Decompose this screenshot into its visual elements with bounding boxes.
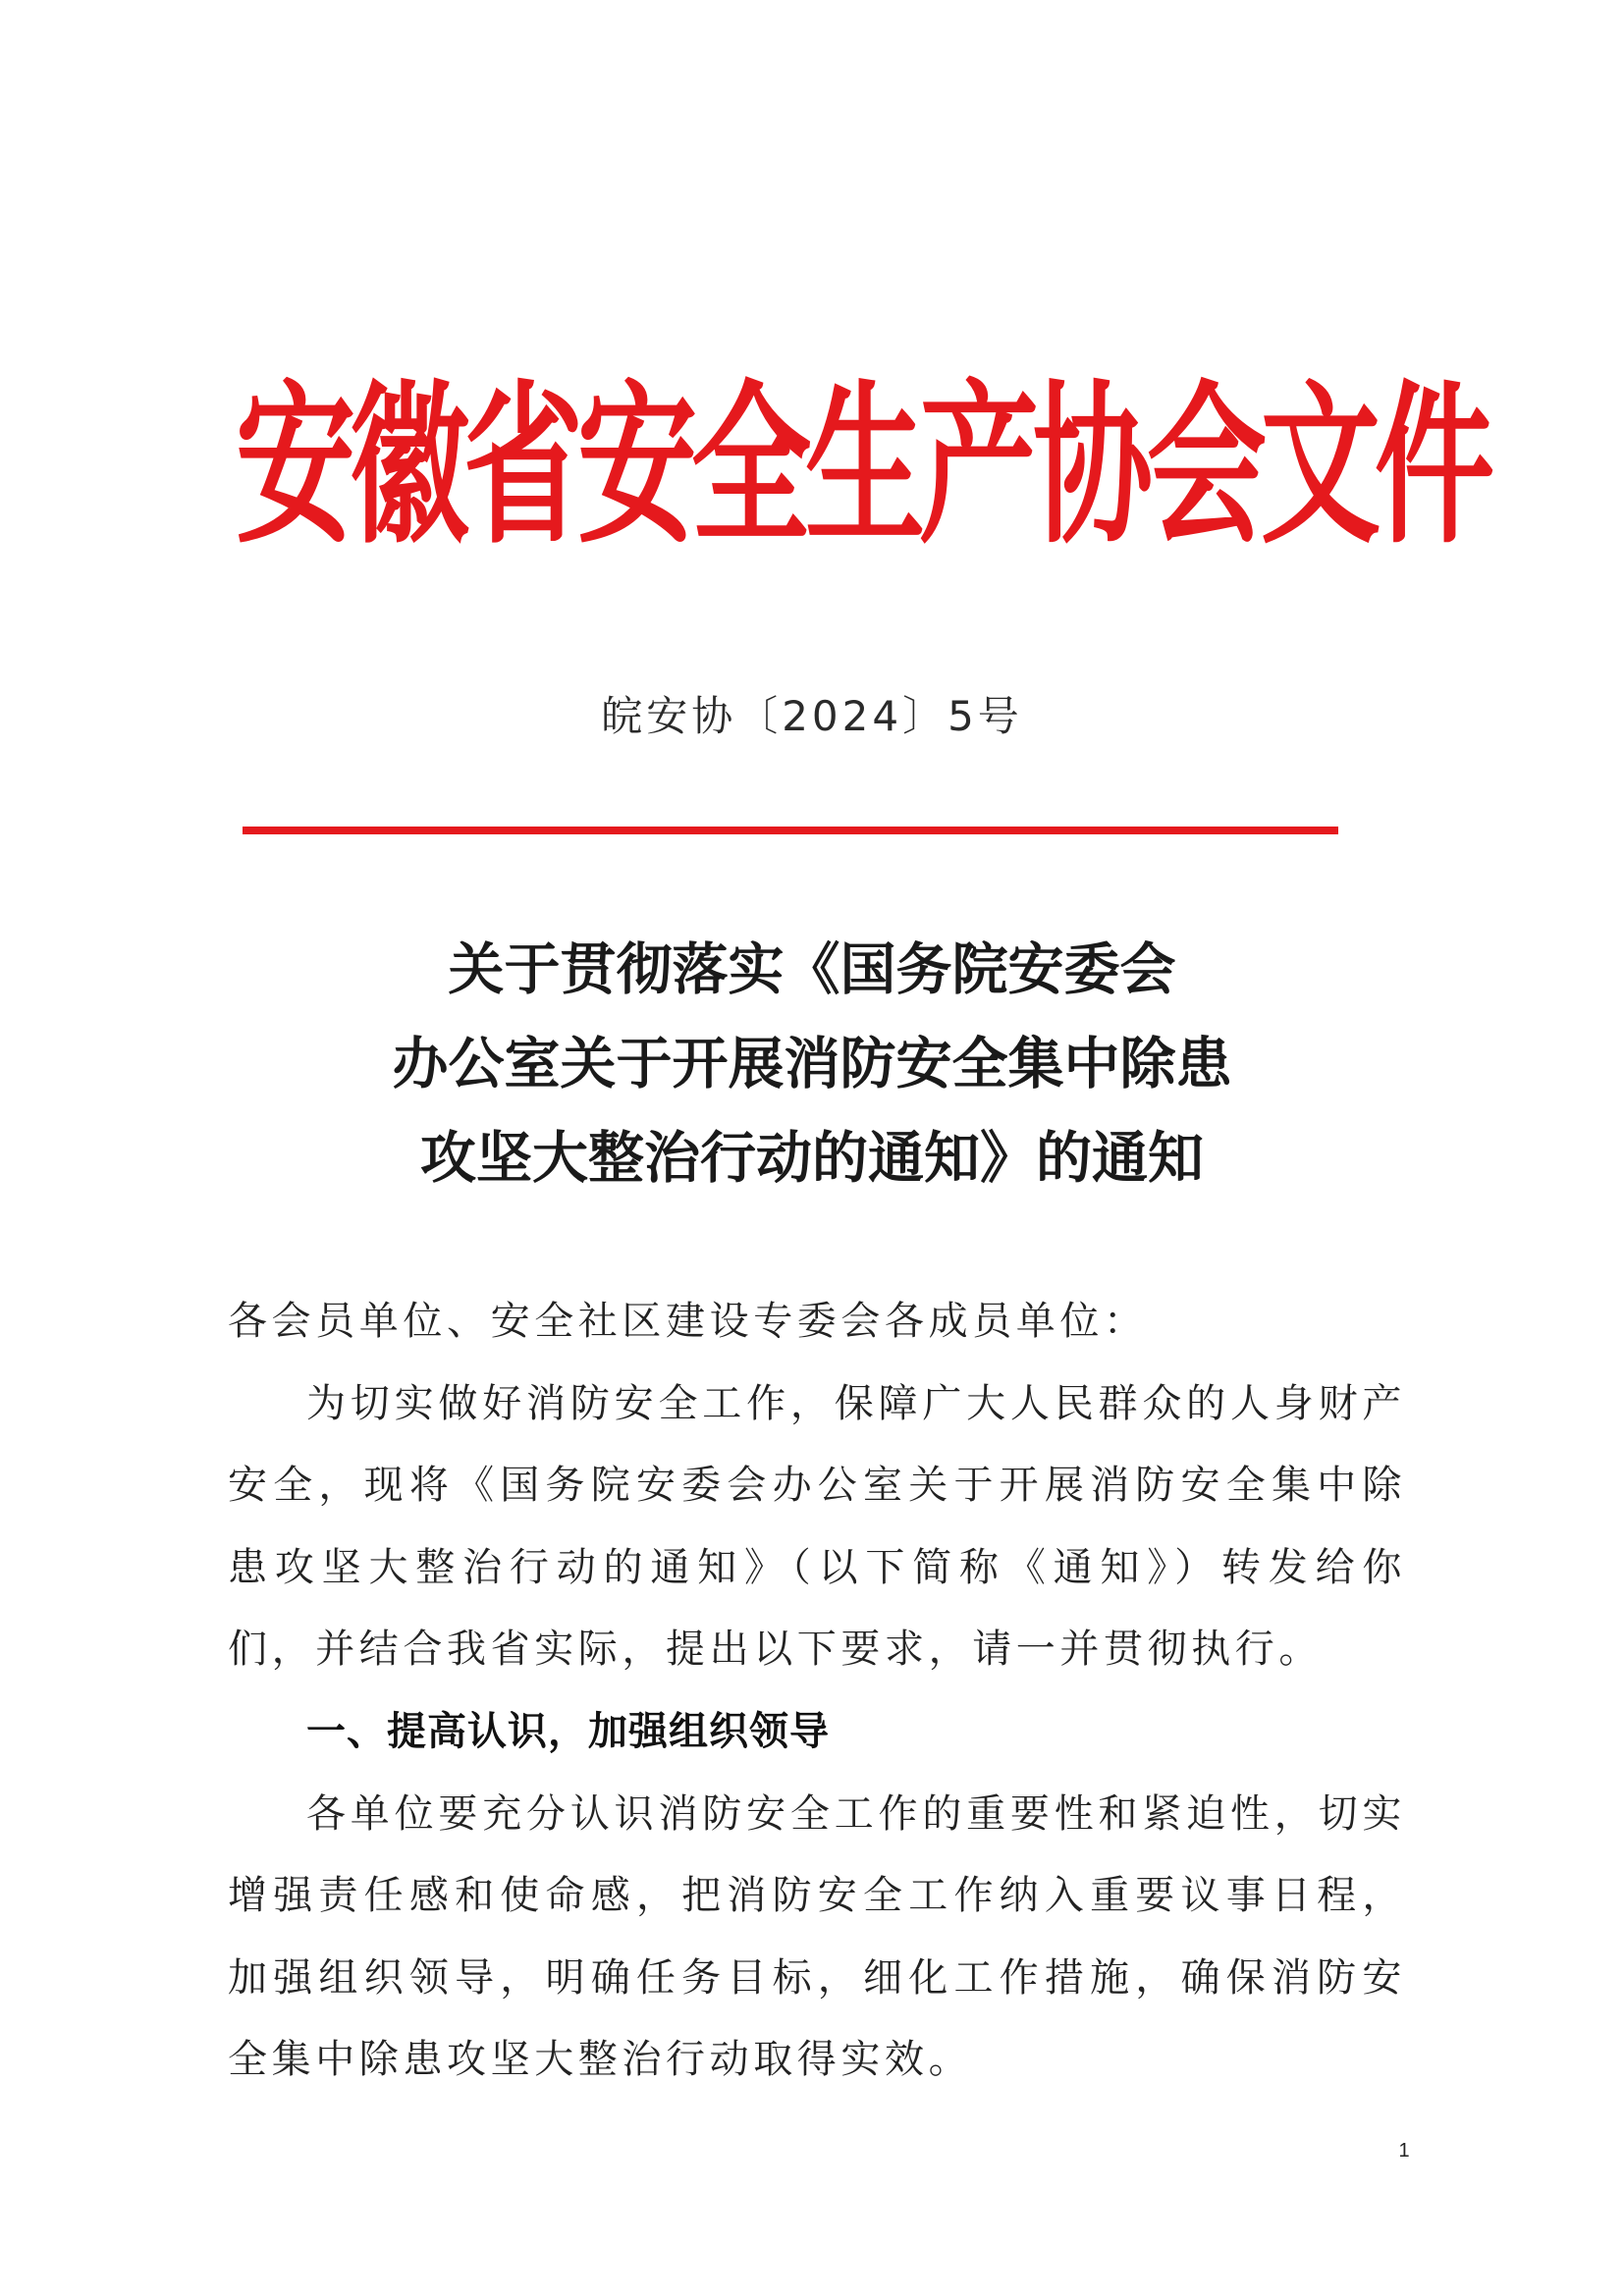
document-number: 皖安协〔2024〕5号 — [601, 692, 1023, 740]
red-divider-line — [243, 827, 1338, 834]
page-number: 1 — [1398, 2140, 1410, 2162]
title-line-2: 办公室关于开展消防安全集中除患 — [392, 1032, 1232, 1096]
section-1-heading: 一、提高认识，加强组织领导 — [306, 1708, 830, 1754]
document-masthead: 安徽省安全生产协会文件 — [236, 365, 1489, 567]
document-body — [228, 1281, 1406, 2102]
document-title — [226, 923, 1398, 1205]
intro-paragraph: 为切实做好消防安全工作，保障广大人民群众的人身财产安全，现将《国务院安委会办公室关于开展消防安全集中除患攻坚大整治行动的通知》（以下简称《通知》）转发给你们，并结合我省实际，提出以下要求，请一并贯彻执行。 — [228, 1380, 1406, 1673]
section-1-paragraph: 各单位要充分认识消防安全工作的重要性和紧迫性，切实增强责任感和使命感，把消防安全工作纳入重要议事日程，加强组织领导，明确任务目标，细化工作措施，确保消防安全集中除患攻坚大整治行动取得实效。 — [228, 1790, 1406, 2083]
salutation: 各会员单位、安全社区建设专委会各成员单位： — [228, 1299, 1148, 1344]
title-line-3: 攻坚大整治行动的通知》的通知 — [420, 1126, 1204, 1191]
title-line-1: 关于贯彻落实《国务院安委会 — [448, 937, 1176, 1002]
